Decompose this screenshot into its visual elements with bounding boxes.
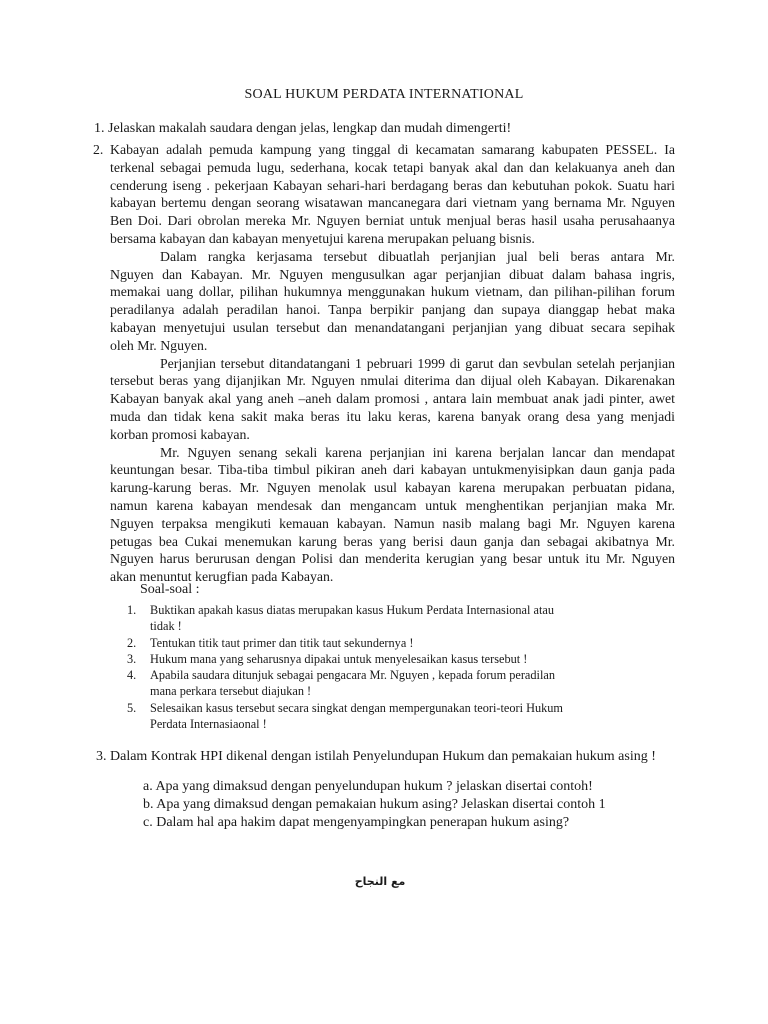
case-line: oleh Mr. Nguyen.: [110, 337, 208, 353]
soal-heading: Soal-soal :: [140, 582, 200, 597]
soal-text: tidak !: [150, 619, 182, 634]
question-2-number: 2.: [93, 142, 104, 157]
soal-item: [127, 651, 622, 667]
question-3: 3. Dalam Kontrak HPI dikenal dengan istilah Penyelundupan Hukum dan pemakaian hukum asing !: [96, 749, 656, 764]
soal-text: Buktikan apakah kasus diatas merupakan kasus Hukum Perdata Internasional atau: [150, 603, 554, 617]
case-line: Nguyen harus berurusan dengan Polisi dan menderita kerugian yang besar untuk itu Mr. Nguyen: [110, 551, 675, 567]
case-line: memakai uang dollar, pilihan hukumnya menggunakan hukum vietnam, dan pilihan-pilihan forum: [110, 284, 675, 300]
soal-number: 2.: [127, 635, 137, 650]
soal-text: Selesaikan kasus tersebut secara singkat dengan mempergunakan teori-teori Hukum: [150, 700, 563, 715]
soal-item: [127, 667, 622, 700]
question-3-sub-b: b. Apa yang dimaksud dengan pemakaian hukum asing? Jelaskan disertai contoh 1: [143, 797, 606, 812]
soal-list: [127, 602, 622, 732]
case-line: cenderung iseng . pekerjaan Kabayan sehari-hari berdagang beras dan kebutuhan pokok. Suatu hari: [110, 177, 675, 193]
case-line: Dalam rangka kerjasama tersebut dibuatlah perjanjian jual beli beras antara Mr.: [160, 248, 675, 264]
case-line: Perjanjian tersebut ditandatangani 1 pebruari 1999 di garut dan sevbulan setelah perjanjian: [160, 355, 675, 371]
case-line: korban promosi kabayan.: [110, 426, 250, 442]
question-1: 1. Jelaskan makalah saudara dengan jelas, lengkap dan mudah dimengerti!: [94, 121, 512, 136]
case-line: kabayan menyetujui usulan tersebut dan menandatangani perjanjian yang dibuat secara sepihak: [110, 319, 675, 335]
case-line: Nguyen terpaksa mengikuti kemauan kabayan. Namun nasib malang bagi Mr. Nguyen karena: [110, 515, 675, 531]
page-title: SOAL HUKUM PERDATA INTERNATIONAL: [244, 87, 524, 102]
closing-arabic-text: مع النجاح: [354, 875, 406, 888]
case-line: Kabayan banyak akal yang aneh –aneh dalam promosi , antara lain membuat anak jadi pinter, awet: [110, 391, 675, 407]
soal-number: 4.: [127, 668, 137, 683]
soal-text: Hukum mana yang seharusnya dipakai untuk menyelesaikan kasus tersebut !: [150, 651, 528, 666]
case-line: tersebut beras yang dijanjikan Mr. Nguyen nmulai diterima dan dijual oleh Kabayan. Dikarenakan: [110, 373, 675, 389]
case-line: namun karena kabayan mendesak dan mengancam untuk menghentikan perjanjian maka Mr.: [110, 497, 675, 513]
soal-text: Tentukan titik taut primer dan titik taut sekundernya !: [150, 635, 414, 650]
case-line: muda dan tidak kena sakit maka beras itu laku keras, karena banyak orang desa yang menjadi: [110, 408, 675, 424]
soal-text: Apabila saudara ditunjuk sebagai pengacara Mr. Nguyen , kepada forum peradilan: [150, 668, 555, 683]
case-line: petugas bea Cukai menemukan karung beras yang berisi daun ganja dan sebagai akibatnya Mr.: [110, 533, 675, 549]
soal-number: 3.: [127, 651, 137, 666]
case-line: akan menuntut kerugfian pada Kabayan.: [110, 569, 334, 585]
case-line: terkenal sebagai pemuda lugu, sederhana, kocak tetapi banyak akal dan dan kelakuanya aneh dan: [110, 159, 675, 175]
case-line: karung-karung beras. Mr. Nguyen menolak usul kabayan karena merupakan perbuatan pidana,: [110, 480, 675, 496]
case-line: peradilanya adalah peradilan hanoi. Tanpa berpikir panjang dan supaya dianggap hebat maka: [110, 302, 675, 318]
soal-item: [127, 700, 622, 733]
soal-item: [127, 635, 622, 651]
case-line: bersama kabayan dan kabayan menyetujui karena merupakan peluang bisnis.: [110, 230, 535, 246]
soal-number: 1.: [127, 603, 137, 617]
soal-number: 5.: [127, 700, 137, 715]
question-2: [93, 141, 675, 586]
case-line: kabayan bertemu dengan seorang wisatawan mancanegara dari vietnam yang bernama Mr. Nguyen: [110, 195, 675, 211]
case-line: Ben Doi. Dari obrolan mereka Mr. Nguyen berniat untuk menjual beras hasil usaha perusahaanya: [110, 213, 675, 229]
soal-text: Perdata Internasiaonal !: [150, 717, 267, 732]
case-line: Mr. Nguyen senang sekali karena perjanjian ini karena berjalan lancar dan mendapat: [160, 444, 675, 460]
case-line: Kabayan adalah pemuda kampung yang tinggal di kecamatan samarang kabupaten PESSEL. Ia: [110, 142, 675, 157]
case-line: Nguyen dan Kabayan. Mr. Nguyen mengusulkan agar perjanjian dibuat dalam bahasa ingris,: [110, 266, 675, 282]
question-3-sub-c: c. Dalam hal apa hakim dapat mengenyampingkan penerapan hukum asing?: [143, 815, 570, 830]
soal-item: [127, 602, 622, 635]
case-line: keuntungan besar. Tiba-tiba timbul pikiran aneh dari kabayan untukmenyisipkan daun ganja pada: [110, 462, 675, 478]
question-3-sub-a: a. Apa yang dimaksud dengan penyelundupan hukum ? jelaskan disertai contoh!: [143, 779, 593, 794]
soal-text: mana perkara tersebut diajukan !: [150, 684, 312, 699]
